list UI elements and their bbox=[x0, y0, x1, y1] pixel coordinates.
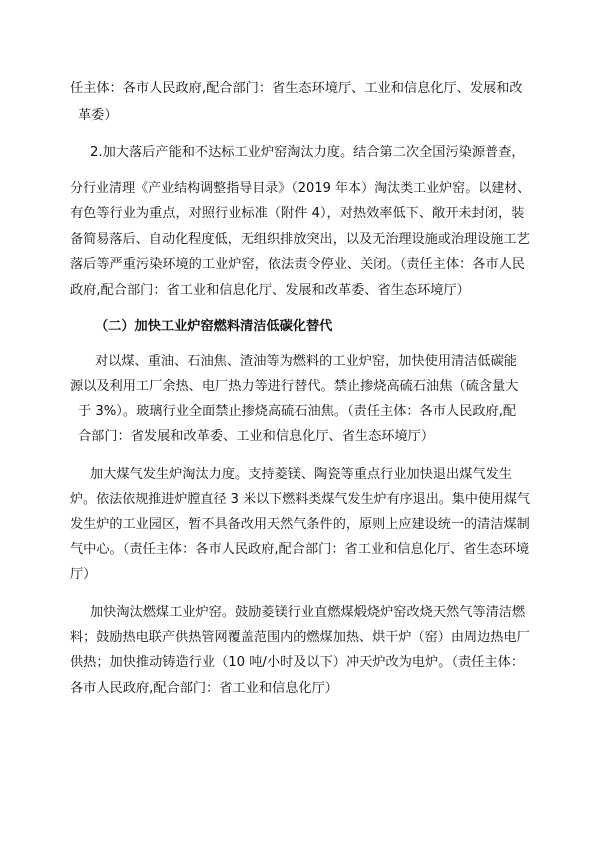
section-heading: （二）加快工业炉窑燃料清洁低碳化替代 bbox=[95, 319, 333, 334]
text-line: 厅） bbox=[70, 567, 97, 582]
text-line: 炉。依法依规推进炉膛直径 3 米以下燃料类煤气发生炉有序退出。集中使用煤气 bbox=[70, 492, 531, 507]
text-line: 于 3%）。玻璃行业全面禁止掺烧高硫石油焦。（责任主体：各市人民政府,配 bbox=[78, 404, 517, 419]
text-line: 分行业清理《产业结构调整指导目录》（2019 年本）淘汰类工业炉窑。以建材、 bbox=[70, 181, 531, 196]
text-line: 各市人民政府,配合部门：省工业和信息化厅） bbox=[70, 681, 338, 696]
text-line: 对以煤、重油、石油焦、渣油等为燃料的工业炉窑，加快使用清洁低碳能 bbox=[95, 354, 517, 369]
text-line: 加快淘汰燃煤工业炉窑。鼓励菱镁行业直燃煤煅烧炉窑改烧天然气等清洁燃 bbox=[90, 605, 526, 620]
text-line: 气中心。（责任主体：各市人民政府,配合部门：省工业和信息化厅、省生态环境 bbox=[70, 542, 530, 557]
text-line: 供热；加快推动铸造行业（10 吨/小时及以下）冲天炉改为电炉。（责任主体： bbox=[70, 655, 525, 670]
text-line: 加大煤气发生炉淘汰力度。支持菱镁、陶瓷等重点行业加快退出煤气发生 bbox=[90, 467, 512, 482]
text-line: 料；鼓励热电联产供热管网覆盖范围内的燃煤加热、烘干炉（窑）由周边热电厂 bbox=[70, 630, 530, 645]
text-line: 革委） bbox=[78, 108, 118, 123]
text-line: 政府,配合部门：省工业和信息化厅、发展和改革委、省生态环境厅） bbox=[70, 283, 470, 298]
text-line: 有色等行业为重点，对照行业标准（附件 4），对热效率低下、敞开未封闭，装 bbox=[70, 206, 525, 221]
text-line: 任主体：各市人民政府,配合部门：省生态环境厅、工业和信息化厅、发展和改 bbox=[70, 81, 523, 96]
text-line: 落后等严重污染环境的工业炉窑，依法责令停业、关闭。（责任主体：各市人民 bbox=[70, 257, 525, 272]
text-line: 合部门：省发展和改革委、工业和信息化厅、省生态环境厅） bbox=[78, 429, 435, 444]
text-line: 源以及利用工厂余热、电厂热力等进行替代。禁止掺烧高硫石油焦（硫含量大 bbox=[70, 379, 519, 394]
text-line: 备简易落后、自动化程度低，无组织排放突出，以及无治理设施或治理设施工艺 bbox=[70, 232, 530, 247]
text-line: 发生炉的工业园区，暂不具备改用天然气条件的，原则上应建设统一的清洁煤制 bbox=[70, 517, 530, 532]
paragraph-heading-line: 2.加大落后产能和不达标工业炉窑淘汰力度。结合第二次全国污染源普查， bbox=[90, 145, 525, 160]
